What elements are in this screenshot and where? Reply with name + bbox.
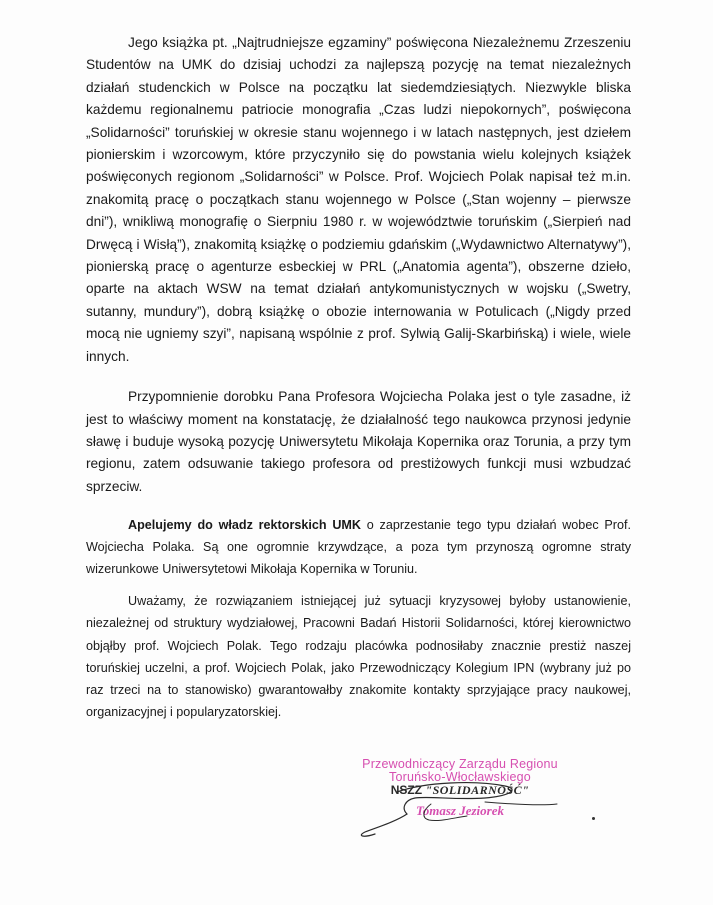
handwritten-signature (335, 774, 575, 844)
appeal-rest: o zaprzestanie tego typu działań wobec Prof. Wojciecha Polaka. Są one ogromnie krzywdzące, a poza tym przynoszą ogromne straty wizerunkowe Uniwersytetowi Mikołaja Kopernika w Toruniu. (86, 518, 631, 577)
paragraph-achievements: Przypomnienie dorobku Pana Profesora Wojciecha Polaka jest o tyle zasadne, iż jest to właściwy moment na konstatację, że działalność tego naukowca przynosi jedynie sławę i buduje wysoką pozycję Uniwersytetu Mikołaja Kopernika oraz Torunia, a przy tym regionu, zatem odsuwanie takiego profesora od prestiżowych funkcji musi wzbudzać sprzeciw. (86, 389, 631, 494)
paragraph-publications: Jego książka pt. „Najtrudniejsze egzaminy” poświęcona Niezależnemu Zrzeszeniu Studentów na UMK do dzisiaj uchodzi za najlepszą pozycję na temat niezależnych działań studenckich w Polsce na początku lat siedemdziesiątych. Niezwykle bliska każdemu regionalnemu patriocie monografia „Czas ludzi niepokornych”, poświęcona „Solidarności” toruńskiej w okresie stanu wojennego i w latach następnych, jest dziełem pionierskim i wzorcowym, które przyczyniło się do powstania wielu kolejnych książek poświęconych regionom „Solidarności” w Polsce. Prof. Wojciech Polak napisał też m.in. znakomitą pracę o początkach stanu wojennego w Polsce („Stan wojenny – pierwsze dni”), wnikliwą monografię o Sierpniu 1980 r. w województwie toruńskim („Sierpień nad Drwęcą i Wisłą”), znakomitą książkę o podziemiu gdańskim („Wydawnictwo Alternatywy”), pionierską pracę o agenturze esbeckiej w PRL („Anatomia agenta”), obszerne dzieło, oparte na aktach WSW na temat działań antykomunistycznych w wojsku („Swetry, sutanny, mundury”), dobrą książkę o obozie internowania w Potulicach („Nigdy przed mocą nie ugniemy szyi”, napisaną wspólnie z prof. Sylwią Galij-Skarbińską) i wiele, wiele innych. (86, 35, 631, 364)
stamp-union-prefix: NSZZ (390, 783, 426, 797)
ink-dot (592, 817, 595, 820)
paragraph-appeal (86, 514, 631, 580)
paragraph-proposal: Uważamy, że rozwiązaniem istniejącej już sytuacji kryzysowej byłoby ustanowienie, niezależnej od struktury wydziałowej, Pracowni Badań Historii Solidarności, której kierownictwo objąłby prof. Wojciech Polak. Tego rodzaju placówka podnosiłaby znacznie prestiż naszej toruńskiej uczelni, a prof. Wojciech Polak, jako Przewodniczący Kolegium IPN (wybrany już po raz trzeci na to stanowisko) gwarantowałby znakomite kontakty sprzyjające pracy naukowej, organizacyjnej i popularyzatorskiej. (86, 594, 631, 720)
stamp-line-title: Przewodniczący Zarządu Regionu (362, 757, 558, 771)
stamp-signatory-name: Tomasz Jeziorek (416, 803, 504, 818)
appeal-bold-phrase: Apelujemy do władz rektorskich UMK (128, 518, 361, 533)
stamp-line-region: Toruńsko-Włocławskiego (389, 770, 531, 784)
stamp-union-name: "SOLIDARNOŚĆ" (425, 783, 530, 797)
letter-body (86, 32, 631, 723)
